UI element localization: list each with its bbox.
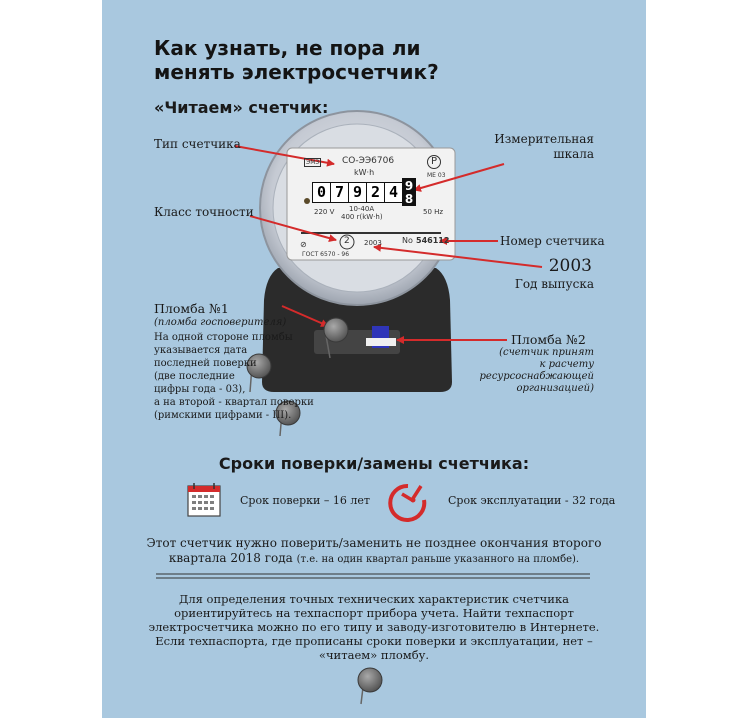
roller-top-digit: 9 <box>404 179 414 193</box>
seal2-line: к расчету <box>539 359 594 370</box>
spec-constant: 400 r(kW·h) <box>341 213 383 221</box>
calendar-icon <box>188 483 220 516</box>
terms-note-small: (т.е. на один квартал раньше указанного на пломбе). <box>296 554 580 565</box>
counter-digit: 0 <box>312 182 331 203</box>
meter-gost: ГОСТ 6570 - 96 <box>302 251 350 258</box>
page-title-line2: менять электросчетчик? <box>154 60 439 84</box>
spec-voltage: 220 V <box>314 208 335 216</box>
lead-seal-icon <box>358 668 382 692</box>
label-year: Год выпуска <box>514 277 594 291</box>
meter-model: СО-ЭЭ6706 <box>342 156 395 166</box>
gost-mark-icon: ⊘ <box>300 240 307 249</box>
footer-line: Если техпаспорта, где прописаны сроки поверки и эксплуатации, нет – <box>155 634 593 648</box>
meter-year: 2003 <box>364 239 382 247</box>
counter-digit: 2 <box>366 182 385 203</box>
seal1-line: последней поверки <box>154 358 257 369</box>
spec-frequency: 50 Hz <box>423 208 444 216</box>
seal1-line: (римскими цифрами - III). <box>154 410 292 421</box>
year-value: 2003 <box>548 256 592 276</box>
seal2-line: организацией) <box>516 383 594 394</box>
footer-line: Для определения точных технических характеристик счетчика <box>178 592 569 606</box>
cert-mark: ME 03 <box>427 172 446 179</box>
lead-seal-icon <box>324 318 348 342</box>
verification-period: Срок поверки – 16 лет <box>240 494 370 507</box>
footer-line: «читаем» пломбу. <box>318 648 430 662</box>
counter-roller <box>402 178 416 206</box>
seal2-line: (счетчик принят <box>499 347 594 358</box>
label-accuracy-class: Класс точности <box>154 205 254 219</box>
operation-period: Срок эксплуатации - 32 года <box>448 494 616 507</box>
seal1-line: цифры года - 03), <box>154 384 246 395</box>
counter-digit: 4 <box>384 182 403 203</box>
label-scale-line1: Измерительная <box>494 132 594 146</box>
label-meter-type: Тип счетчика <box>154 137 241 151</box>
seal2-title: Пломба №2 <box>511 332 586 347</box>
seal1-title: Пломба №1 <box>154 301 229 316</box>
seal2-line: ресурсоснабжающей <box>479 371 594 382</box>
footer-line: ориентируйтесь на техпаспорт прибора учета. Найти техпаспорт <box>174 606 574 620</box>
counter-digit: 9 <box>348 182 367 203</box>
seal1-line: (две последние <box>154 371 235 382</box>
meter-serial: 546112 <box>416 236 450 245</box>
seal1-subtitle: (пломба госповерителя) <box>154 317 287 328</box>
footer-line: электросчетчика можно по его типу и заводу-изготовителю в Интернете. <box>148 620 600 634</box>
spec-current: 10-40A <box>349 205 375 213</box>
page-title-line1: Как узнать, не пора ли <box>154 36 421 60</box>
brand-logo: ЭМЗ <box>306 159 320 166</box>
counter-digit: 7 <box>330 182 349 203</box>
terms-note-date: квартала 2018 года <box>168 551 293 565</box>
seal1-line: На одной стороне пломбы <box>154 332 293 343</box>
roller-bottom-digit: 8 <box>404 192 414 206</box>
seal1-line: указывается дата <box>154 345 248 356</box>
accuracy-class-value: 2 <box>344 236 350 246</box>
terms-note-line1: Этот счетчик нужно поверить/заменить не позднее окончания второго <box>146 536 602 550</box>
serial-prefix: No <box>402 236 413 245</box>
infographic-poster <box>102 0 646 718</box>
meter-unit: kW·h <box>354 168 375 177</box>
reading-heading: «Читаем» счетчик: <box>154 98 329 117</box>
certification-mark-icon: Р <box>427 155 441 169</box>
label-scale-line2: шкала <box>553 147 594 161</box>
terms-heading: Сроки поверки/замены счетчика: <box>218 454 530 473</box>
terms-note-line2 <box>102 551 646 565</box>
seal1-line: а на второй - квартал поверки <box>154 397 314 408</box>
clock-icon <box>390 486 424 520</box>
label-serial-number: Номер счетчика <box>500 234 605 248</box>
